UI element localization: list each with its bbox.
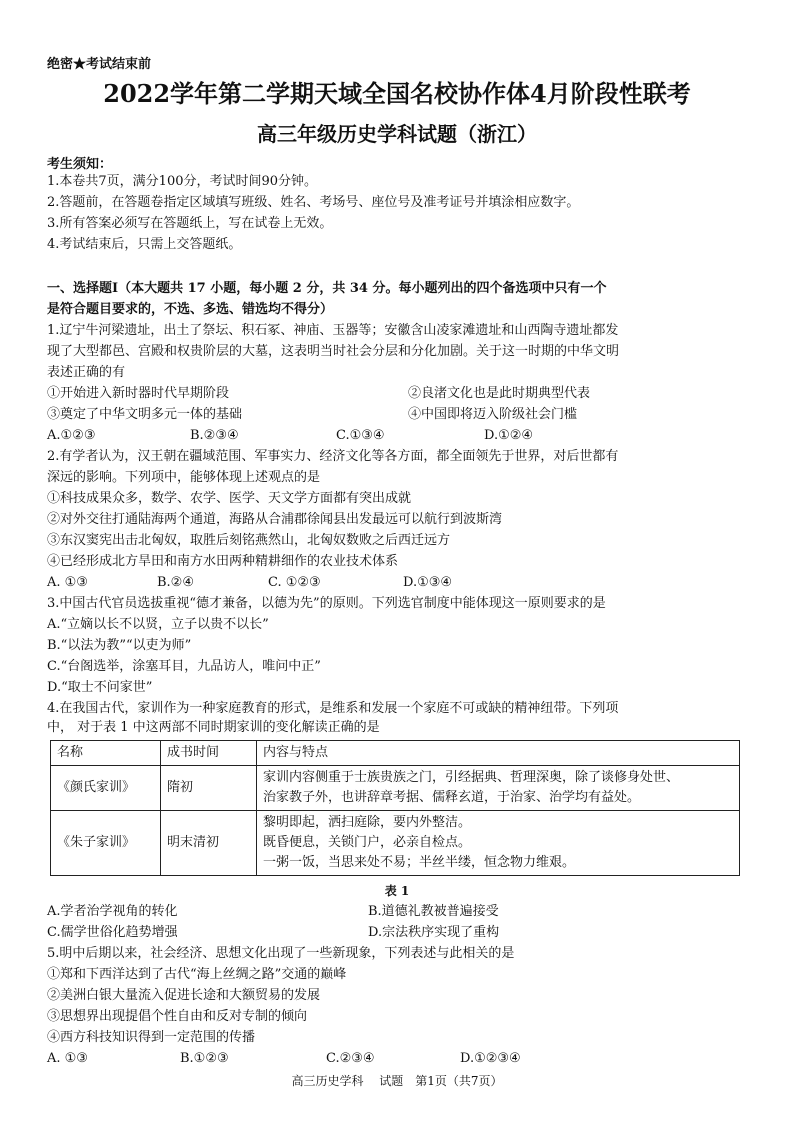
q2-option-c: C. ①②③: [268, 575, 321, 590]
q2-option-b: B.②④: [157, 575, 194, 590]
page-footer: 高三历史学科 试题 第1页（共7页）: [291, 1074, 503, 1088]
notice-item: 3.所有答案必须写在答题纸上，写在试卷上无效。: [47, 216, 333, 231]
q5-statement-1: ①郑和下西洋达到了古代“海上丝绸之路”交通的巅峰: [47, 967, 347, 982]
q1-statement-1: ①开始进入新时器时代早期阶段: [47, 386, 230, 401]
table-cell-content: [257, 811, 740, 876]
notice-heading: 考生须知：: [47, 157, 113, 172]
q2-statement-2: ②对外交往打通陆海两个通道，海路从合浦郡徐闻县出发最远可以航行到波斯湾: [47, 512, 503, 527]
table-caption: 表 1: [384, 884, 410, 898]
q1-stem: 现了大型都邑、宫殿和权贵阶层的大墓，这表明当时社会分层和分化加剧。关于这一时期的中华文明: [47, 344, 620, 359]
q4-option-c: C.儒学世俗化趋势增强: [47, 925, 178, 940]
notice-item: 4.考试结束后，只需上交答题纸。: [47, 237, 242, 252]
family-instructions-table: [50, 740, 740, 876]
content-line: 既昏便息，关锁门户，必亲自检点。: [263, 835, 472, 850]
table-cell-time: 隋初: [161, 766, 257, 811]
confidential-mark: 绝密★考试结束前: [47, 57, 152, 72]
q4-stem: 4.在我国古代，家训作为一种家庭教育的形式，是维系和发展一个家庭不可或缺的精神纽带。下列项: [47, 701, 619, 716]
q5-option-b: B.①②③: [180, 1051, 229, 1066]
q5-stem: 5.明中后期以来，社会经济、思想文化出现了一些新现象，下列表述与此相关的是: [47, 946, 515, 961]
q5-statement-3: ③思想界出现提倡个性自由和反对专制的倾向: [47, 1009, 308, 1024]
table-cell-content: [257, 766, 740, 811]
q5-statement-2: ②美洲白银大量流入促进长途和大额贸易的发展: [47, 988, 321, 1003]
notice-item: 1.本卷共7页，满分100分，考试时间90分钟。: [47, 174, 318, 189]
q5-statement-4: ④西方科技知识得到一定范围的传播: [47, 1030, 256, 1045]
table-header-content: 内容与特点: [257, 741, 740, 766]
q2-stem: 2.有学者认为，汉王朝在疆域范围、军事实力、经济文化等各方面，都全面领先于世界，对后世都有: [47, 449, 619, 464]
q3-option-b: B.“以法为教”“以吏为师”: [47, 638, 192, 653]
table-cell-name: 《颜氏家训》: [51, 766, 161, 811]
q3-option-d: D.“取士不问家世”: [47, 680, 153, 695]
table-row: [51, 811, 740, 876]
table-cell-name: 《朱子家训》: [51, 811, 161, 876]
q1-option-b: B.②③④: [190, 428, 239, 443]
q3-stem: 3.中国古代官员选拔重视“德才兼备，以德为先”的原则。下列选官制度中能体现这一原则要求的是: [47, 596, 606, 611]
q3-option-c: C.“台阁选举，涂塞耳目，九品访人，唯问中正”: [47, 659, 321, 674]
q2-stem: 深远的影响。下列项中，能够体现上述观点的是: [47, 470, 321, 485]
q1-stem: 1.辽宁牛河梁遗址，出土了祭坛、积石冢、神庙、玉器等；安徽含山凌家滩遗址和山西陶寺遗址都发: [47, 323, 619, 338]
q5-option-d: D.①②③④: [460, 1051, 521, 1066]
table-cell-time: 明末清初: [161, 811, 257, 876]
q1-option-c: C.①③④: [336, 428, 385, 443]
q2-option-a: A. ①③: [47, 575, 88, 590]
notice-item: 2.答题前，在答题卷指定区域填写班级、姓名、考场号、座位号及准考证号并填涂相应数字。: [47, 195, 580, 210]
q5-option-a: A. ①③: [47, 1051, 88, 1066]
table-header-time: 成书时间: [161, 741, 257, 766]
exam-title: 2022学年第二学期天域全国名校协作体4月阶段性联考: [103, 79, 691, 108]
content-line: 黎明即起，洒扫庭除，要内外整洁。: [263, 815, 472, 830]
q1-statement-4: ④中国即将迈入阶级社会门槛: [408, 407, 578, 422]
q1-stem: 表述正确的有: [47, 365, 126, 380]
content-line: 家训内容侧重于士族贵族之门，引经据典、哲理深奥，除了谈修身处世、: [263, 770, 680, 785]
q1-statement-2: ②良渚文化也是此时期典型代表: [408, 386, 591, 401]
q4-option-a: A.学者治学视角的转化: [47, 904, 178, 919]
q3-option-a: A.“立嫡以长不以贤，立子以贵不以长”: [47, 617, 269, 632]
exam-subtitle: 高三年级历史学科试题（浙江）: [257, 122, 537, 146]
table-header-name: 名称: [51, 741, 161, 766]
table-header-row: [51, 741, 740, 766]
q2-statement-3: ③东汉窦宪出击北匈奴，取胜后刻铭燕然山，北匈奴数败之后西迁远方: [47, 533, 451, 548]
q4-option-d: D.宗法秩序实现了重构: [368, 925, 500, 940]
q2-option-d: D.①③④: [403, 575, 453, 590]
section-heading: 一、选择题Ⅰ（本大题共 17 小题，每小题 2 分，共 34 分。每小题列出的四个备选项中只有一个: [47, 281, 607, 296]
q1-option-a: A.①②③: [47, 428, 96, 443]
q1-statement-3: ③奠定了中华文明多元一体的基础: [47, 407, 243, 422]
q2-statement-4: ④已经形成北方旱田和南方水田两种精耕细作的农业技术体系: [47, 554, 399, 569]
q5-option-c: C.②③④: [326, 1051, 375, 1066]
q2-statement-1: ①科技成果众多，数学、农学、医学、天文学方面都有突出成就: [47, 491, 412, 506]
content-line: 治家教子外，也讲辞章考据、儒释玄道，于治家、治学均有益处。: [263, 790, 641, 805]
q4-option-b: B.道德礼教被普遍接受: [368, 904, 499, 919]
table-row: [51, 766, 740, 811]
q1-option-d: D.①②④: [484, 428, 534, 443]
content-line: 一粥一饭，当思来处不易；半丝半缕，恒念物力维艰。: [263, 855, 576, 870]
q4-stem: 中， 对于表 1 中这两部不同时期家训的变化解读正确的是: [47, 720, 380, 735]
section-heading-cont: 是符合题目要求的，不选、多选、错选均不得分）: [47, 302, 334, 317]
